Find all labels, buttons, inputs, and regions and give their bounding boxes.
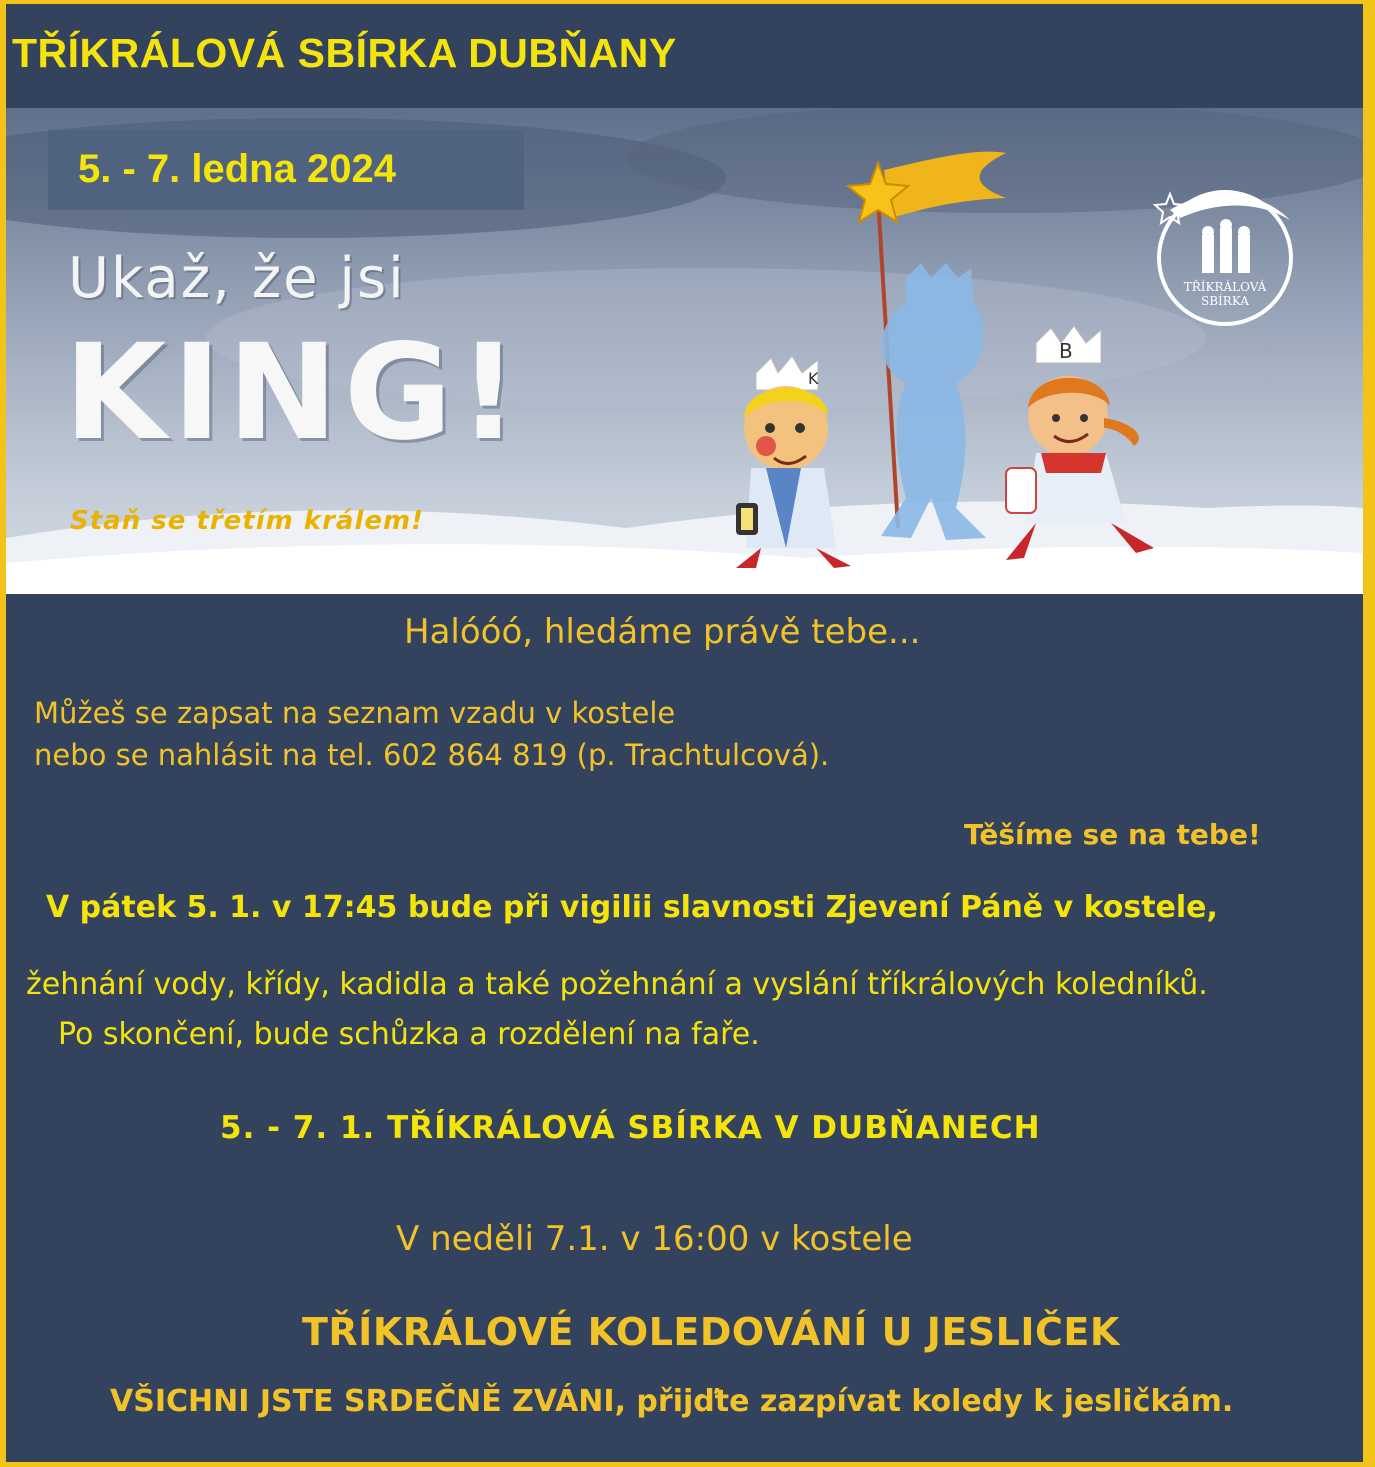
invitation-text: VŠICHNI JSTE SRDEČNĚ ZVÁNI, přijďte zazpívat koledy k jesličkám.	[110, 1384, 1234, 1419]
slogan-line-1: Ukaž, že jsi	[68, 246, 406, 311]
sunday-text: V neděli 7.1. v 16:00 v kostele	[396, 1219, 913, 1259]
logo-text	[1170, 280, 1280, 308]
logo-text-line-1: TŘÍKRÁLOVÁ	[1183, 280, 1267, 294]
vigil-text: V pátek 5. 1. v 17:45 bude při vigilii slavnosti Zjevení Páně v kostele,	[46, 890, 1218, 925]
slogan-line-3: Staň se třetím králem!	[70, 506, 424, 536]
signup-paragraph	[34, 692, 829, 776]
date-text: 5. - 7. ledna 2024	[78, 147, 396, 191]
banner	[6, 108, 1363, 594]
blessing-paragraph	[26, 960, 1208, 1060]
caroling-heading: TŘÍKRÁLOVÉ KOLEDOVÁNÍ U JESLIČEK	[302, 1310, 1120, 1354]
poster	[6, 4, 1363, 1462]
crown-letter-left: K	[808, 369, 819, 388]
hello-heading: Halóóó, hledáme právě tebe...	[404, 612, 921, 652]
signup-line-1: Můžeš se zapsat na seznam vzadu v kostele	[34, 696, 676, 730]
page-title: TŘÍKRÁLOVÁ SBÍRKA DUBŇANY	[12, 30, 677, 76]
slogan-line-2: KING!	[64, 316, 525, 470]
signup-line-2: nebo se nahlásit na tel. 602 864 819 (p. Trachtulcová).	[34, 738, 830, 772]
crown-letter-right: B	[1059, 339, 1073, 363]
collection-heading: 5. - 7. 1. TŘÍKRÁLOVÁ SBÍRKA V DUBŇANECH	[220, 1110, 1041, 1146]
thanks-text: Těšíme se na tebe!	[964, 818, 1261, 851]
logo-text-line-2: SBÍRKA	[1201, 294, 1249, 308]
blessing-line-1: žehnání vody, křídy, kadidla a také požehnání a vyslání tříkrálových koledníků.	[26, 967, 1208, 1002]
date-badge	[48, 130, 524, 210]
blessing-line-2: Po skončení, bude schůzka a rozdělení na faře.	[58, 1017, 760, 1052]
